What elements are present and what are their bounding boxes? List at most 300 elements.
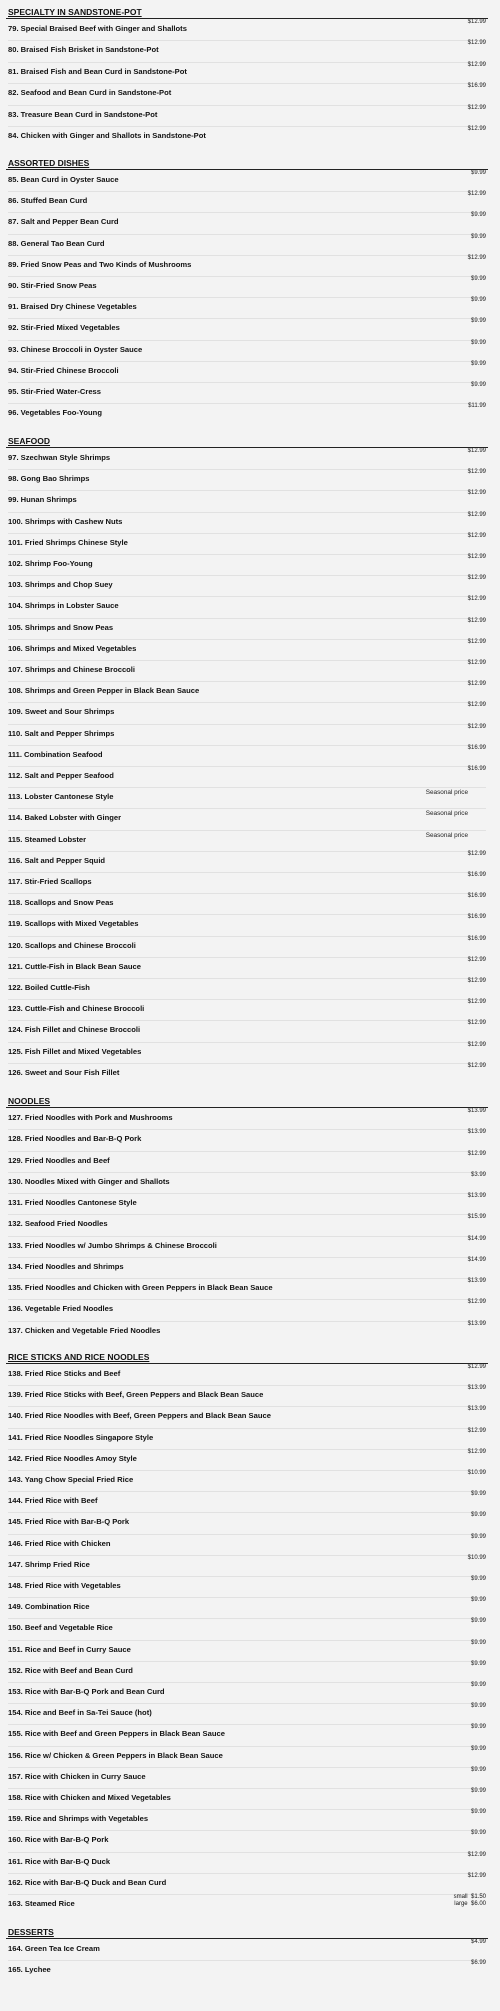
menu-item-name: 153. Rice with Bar-B-Q Pork and Bean Curd [8,1687,165,1696]
menu-item [8,511,486,533]
menu-item-name: 163. Steamed Rice [8,1899,75,1908]
menu-item-name: 139. Fried Rice Sticks with Beef, Green Peppers and Black Bean Sauce [8,1390,264,1400]
section-rule [6,447,488,448]
menu-item-price: $12.99 [467,511,486,518]
item-separator [8,191,486,192]
section-heading: SEAFOOD [8,436,51,446]
menu-item [8,1851,486,1873]
menu-item-price: $12.99 [467,956,486,963]
menu-item-price: $12.99 [467,469,486,476]
item-separator [8,469,486,470]
menu-item-name: 137. Chicken and Vegetable Fried Noodles [8,1325,161,1335]
menu-item [8,403,486,424]
menu-item-price: $12.99 [467,1041,486,1048]
item-separator [8,978,486,979]
menu-item [8,1660,486,1682]
menu-item-name: 135. Fried Noodles and Chicken with Green Peppers in Black Bean Sauce [8,1283,273,1292]
menu-item-name: 89. Fried Snow Peas and Two Kinds of Mushrooms [8,259,192,269]
menu-item-price: $3.99 [470,1171,486,1178]
menu-item [8,1320,486,1342]
menu-item-price: $9.99 [470,1618,486,1625]
item-separator [8,1321,486,1322]
item-separator [8,1555,486,1556]
menu-item-name: 134. Fried Noodles and Shrimps [8,1261,124,1271]
menu-item-price: $9.99 [470,1682,486,1688]
menu-item-price: $12.99 [467,638,486,645]
menu-item-price: $9.99 [470,1597,486,1604]
item-separator [8,1809,486,1810]
menu-item [8,83,486,104]
menu-item-price: $16.99 [467,872,486,878]
menu-item-name: 120. Scallops and Chinese Broccoli [8,940,136,950]
menu-item [8,766,486,787]
menu-item-name: 82. Seafood and Bean Curd in Sandstone-Pot [8,88,172,98]
item-separator [8,618,486,619]
menu-item [8,1724,486,1745]
menu-item-name: 106. Shrimps and Mixed Vegetables [8,643,137,653]
menu-item-name: 97. Szechwan Style Shrimps [8,453,111,462]
item-separator [8,1406,486,1407]
menu-item [8,1960,486,1981]
item-separator [8,1767,486,1768]
menu-item-name: 156. Rice w/ Chicken & Green Peppers in Black Bean Sauce [8,1750,223,1760]
menu-item-name: 147. Shrimp Fried Rice [8,1559,90,1569]
menu-item-name: 83. Treasure Bean Curd in Sandstone-Pot [8,109,158,119]
menu-item [8,935,486,957]
menu-item-name: 94. Stir-Fried Chinese Broccoli [8,365,119,375]
item-separator [8,1703,486,1704]
menu-item-name: 138. Fried Rice Sticks and Beef [8,1369,121,1378]
item-separator [8,914,486,915]
menu-item-price: $12.99 [467,850,486,857]
item-separator [8,1385,486,1386]
menu-item [8,1533,486,1555]
menu-item-name: 116. Salt and Pepper Squid [8,855,106,865]
menu-item [8,1576,486,1597]
item-separator [8,1746,486,1747]
item-separator [8,1640,486,1641]
item-separator [8,745,486,746]
menu-item-price: $16.99 [467,766,486,772]
item-separator [8,1661,486,1662]
menu-item [8,1108,486,1129]
menu-item [8,126,486,147]
item-separator [8,276,486,277]
menu-item-name: 101. Fried Shrimps Chinese Style [8,537,128,547]
item-separator [8,1020,486,1021]
menu-item-name: 102. Shrimp Foo-Young [8,559,93,568]
menu-item [8,956,486,978]
item-separator [8,724,486,725]
menu-item-price: $9.99 [470,1533,486,1540]
menu-item-price: $9.99 [470,1788,486,1794]
item-separator [8,787,486,788]
menu-item-price: $12.99 [467,191,486,198]
menu-item-name: 157. Rice with Chicken in Curry Sauce [8,1771,146,1781]
menu-item-name: 132. Seafood Fried Noodles [8,1219,108,1229]
menu-item [8,681,486,702]
menu-item [8,1062,486,1084]
menu-item [8,789,486,808]
menu-item [8,810,486,829]
menu-item [8,532,486,554]
menu-item [8,1703,486,1724]
menu-item [8,702,486,723]
menu-item-price: $9.99 [470,276,486,282]
section-rule [6,169,488,170]
price-size-label: large [454,1901,468,1908]
menu-item-price: $9.99 [470,1830,486,1837]
menu-item-name: 91. Braised Dry Chinese Vegetables [8,302,137,312]
menu-item-price: $13.99 [467,1406,486,1413]
menu-item-price: $12.99 [467,660,486,666]
menu-item [8,1020,486,1041]
menu-item-name: 103. Shrimps and Chop Suey [8,580,113,590]
item-separator [8,1873,486,1874]
menu-item-name: 93. Chinese Broccoli in Oyster Sauce [8,344,143,354]
menu-item-name: 104. Shrimps in Lobster Sauce [8,601,119,611]
menu-item-name: 109. Sweet and Sour Shrimps [8,707,115,717]
menu-item [8,1406,486,1427]
item-separator [8,936,486,937]
menu-item-price: $12.99 [467,1872,486,1879]
menu-item-name: 105. Shrimps and Snow Peas [8,622,114,632]
menu-item-price: $12.99 [467,19,486,25]
menu-item [8,448,486,469]
menu-item-name: 81. Braised Fish and Bean Curd in Sandstone-Pot [8,66,187,76]
item-separator [8,1491,486,1492]
menu-item [8,1682,486,1703]
menu-item-name: 117. Stir-Fried Scallops [8,877,92,886]
menu-item-price: $9.99 [470,1660,486,1667]
section-rule [6,1363,488,1364]
menu-item-price: $13.99 [467,1385,486,1392]
menu-item-name: 86. Stuffed Bean Curd [8,196,88,206]
menu-item-price: $9.99 [470,1576,486,1582]
section-rule [6,18,488,19]
menu-item [8,723,486,745]
menu-item-price: Seasonal price [425,831,468,839]
menu-item-price: $9.99 [470,1766,486,1773]
menu-item-name: 130. Noodles Mixed with Ginger and Shallots [8,1176,170,1186]
menu-item-price: $14.99 [467,1235,486,1242]
menu-item [8,318,486,339]
menu-item-name: 122. Boiled Cuttle-Fish [8,983,90,992]
menu-item-name: 146. Fried Rice with Chicken [8,1538,111,1548]
item-separator [8,40,486,41]
item-separator [8,1512,486,1513]
menu-item-price: $4.99 [470,1939,486,1945]
menu-item-price: $12.99 [467,1364,486,1370]
menu-item-price: $10.99 [467,1470,486,1476]
menu-item-name: 99. Hunan Shrimps [8,495,77,505]
menu-item-name: 92. Stir-Fried Mixed Vegetables [8,323,120,333]
menu-item-price: $16.99 [467,893,486,900]
menu-item [8,339,486,361]
menu-item-name: 115. Steamed Lobster [8,834,87,844]
menu-item-name: 128. Fried Noodles and Bar-B-Q Pork [8,1134,142,1144]
menu-item-name: 80. Braised Fish Brisket in Sandstone-Pot [8,45,159,55]
menu-item-price: $12.99 [467,999,486,1006]
menu-item [8,1872,486,1894]
item-separator [8,490,486,491]
item-separator [8,234,486,235]
menu-item-name: 96. Vegetables Foo-Young [8,408,102,418]
menu-item-name: 85. Bean Curd in Oyster Sauce [8,175,119,184]
menu-item [8,1171,486,1193]
menu-item [8,1041,486,1063]
menu-item-name: 145. Fried Rice with Bar-B-Q Pork [8,1517,130,1527]
menu-item [8,1278,486,1299]
item-separator [8,1257,486,1258]
menu-item-name: 88. General Tao Bean Curd [8,238,105,248]
menu-item [8,297,486,318]
item-separator [8,1470,486,1471]
item-separator [8,1534,486,1535]
menu-item [8,1639,486,1661]
menu-item-price: $9.99 [470,212,486,219]
menu-item-price: $9.99 [470,1809,486,1816]
menu-item-name: 133. Fried Noodles w/ Jumbo Shrimps & Chinese Broccoli [8,1240,217,1250]
menu-item-name: 79. Special Braised Beef with Ginger and Shallots [8,24,187,33]
menu-item [8,660,486,681]
item-separator [8,1193,486,1194]
menu-item-name: 127. Fried Noodles with Pork and Mushrooms [8,1113,173,1122]
menu-item [8,212,486,233]
menu-item-name: 119. Scallops with Mixed Vegetables [8,919,139,929]
item-separator [8,851,486,852]
menu-item [8,1939,486,1960]
item-separator [8,533,486,534]
menu-item [8,1214,486,1235]
item-separator [8,766,486,767]
item-separator [8,1724,486,1725]
menu-item [8,638,486,660]
menu-item-price: $11.99 [468,403,486,410]
menu-item [8,40,486,61]
item-separator [8,1449,486,1450]
menu-item-price: $9.99 [470,1724,486,1731]
menu-item-name: 161. Rice with Bar-B-Q Duck [8,1856,111,1866]
menu-item [8,1427,486,1449]
menu-item [8,1809,486,1830]
menu-item-name: 111. Combination Seafood [8,749,103,759]
section-heading: ASSORTED DISHES [8,158,90,168]
menu-item [8,490,486,511]
menu-item-name: 136. Vegetable Fried Noodles [8,1304,114,1314]
menu-item [8,1894,486,1915]
menu-item-price: $9.99 [470,339,486,346]
menu-item [8,596,486,617]
menu-item-price: $12.99 [467,254,486,261]
item-separator [8,1236,486,1237]
menu-item-name: 84. Chicken with Ginger and Shallots in Sandstone-Pot [8,131,206,140]
item-separator [8,639,486,640]
menu-item-name: 121. Cuttle-Fish in Black Bean Sauce [8,961,141,971]
menu-item [8,276,486,297]
item-separator [8,297,486,298]
menu-item [8,1512,486,1533]
item-separator [8,1788,486,1789]
menu-item-name: 141. Fried Rice Noodles Singapore Style [8,1432,154,1442]
section-rule [6,1938,488,1939]
menu-item-name: 112. Salt and Pepper Seafood [8,771,114,780]
menu-item [8,575,486,596]
menu-item-name: 113. Lobster Cantonese Style [8,792,114,802]
menu-item-price: $16.99 [467,744,486,751]
menu-item [8,1830,486,1851]
menu-item [8,360,486,382]
menu-item-price: $12.99 [467,1851,486,1858]
menu-item-price: $13.99 [467,1108,486,1114]
menu-item-name: 131. Fried Noodles Cantonese Style [8,1198,137,1207]
menu-item-price: $9.99 [470,170,486,176]
menu-item-price: $12.99 [467,723,486,730]
item-separator [8,893,486,894]
menu-item [8,554,486,575]
menu-item [8,617,486,639]
item-separator [8,808,486,809]
menu-item-name: 162. Rice with Bar-B-Q Duck and Bean Curd [8,1877,167,1887]
menu-item-price: $13.99 [467,1278,486,1284]
menu-item [8,1470,486,1491]
item-separator [8,340,486,341]
menu-item-name: 165. Lychee [8,1965,51,1975]
menu-item-price: $9.99 [470,382,486,388]
menu-item [8,1193,486,1214]
menu-item [8,1299,486,1320]
menu-item-price: $12.99 [467,681,486,688]
menu-item [8,61,486,83]
menu-item [8,19,486,40]
menu-item-price: $16.99 [467,914,486,921]
menu-item [8,254,486,276]
menu-item [8,104,486,126]
menu-item-price: $12.99 [467,490,486,497]
menu-item [8,1554,486,1576]
menu-item [8,1256,486,1278]
menu-item [8,1364,486,1385]
item-separator [8,1894,486,1895]
item-separator [8,361,486,362]
menu-item-price: Seasonal price [425,810,468,818]
menu-item-price: $12.99 [467,1299,486,1306]
item-separator [8,1576,486,1577]
item-separator [8,83,486,84]
item-separator [8,1129,486,1130]
menu-item-price-options [454,1894,486,1908]
menu-item-price: $1.50 [470,1894,486,1900]
menu-item [8,999,486,1020]
item-separator [8,999,486,1000]
menu-item-price: $12.99 [467,575,486,582]
menu-item-price: $12.99 [467,448,486,454]
item-separator [8,1852,486,1853]
menu-item-name: 159. Rice and Shrimps with Vegetables [8,1814,149,1824]
menu-item-name: 125. Fish Fillet and Mixed Vegetables [8,1046,142,1056]
menu-item [8,978,486,999]
menu-item-price: $9.99 [470,318,486,325]
menu-item [8,893,486,914]
menu-item-price: $12.99 [467,1448,486,1455]
menu-item-price: $12.99 [467,1062,486,1069]
item-separator [8,212,486,213]
item-separator [8,126,486,127]
menu-item-price: $12.99 [467,1150,486,1157]
menu-item [8,1745,486,1767]
menu-item-price: $9.99 [470,233,486,240]
menu-item-price: $14.99 [467,1256,486,1263]
menu-item-price: $6.00 [470,1901,486,1908]
menu-item [8,1385,486,1406]
section-heading: SPECIALTY IN SANDSTONE-POT [8,7,142,17]
menu-item-price: $12.99 [467,1020,486,1027]
menu-item-name: 118. Scallops and Snow Peas [8,898,114,908]
menu-item-price: $12.99 [467,1427,486,1434]
item-separator [8,830,486,831]
menu-item-name: 95. Stir-Fried Water-Cress [8,387,101,396]
item-separator [8,1172,486,1173]
menu-item [8,382,486,403]
menu-item [8,850,486,872]
menu-item-name: 148. Fried Rice with Vegetables [8,1581,121,1590]
menu-item-name: 100. Shrimps with Cashew Nuts [8,516,123,526]
item-separator [8,62,486,63]
menu-item-name: 158. Rice with Chicken and Mixed Vegetables [8,1793,171,1802]
item-separator [8,575,486,576]
menu-item-price: $6.99 [470,1960,486,1967]
item-separator [8,382,486,383]
item-separator [8,403,486,404]
item-separator [8,1042,486,1043]
menu-item-name: 155. Rice with Beef and Green Peppers in Black Bean Sauce [8,1729,225,1739]
menu-item-price: $9.99 [470,297,486,304]
item-separator [8,318,486,319]
menu-item [8,1766,486,1788]
menu-item-name: 151. Rice and Beef in Curry Sauce [8,1644,131,1654]
menu-item-name: 87. Salt and Pepper Bean Curd [8,217,119,227]
item-separator [8,957,486,958]
menu-item-name: 126. Sweet and Sour Fish Fillet [8,1067,120,1077]
item-separator [8,1960,486,1961]
menu-item-price: $16.99 [467,83,486,90]
item-separator [8,512,486,513]
item-separator [8,596,486,597]
menu-item-price: $12.99 [467,617,486,624]
menu-item-price: $12.99 [467,702,486,709]
item-separator [8,1278,486,1279]
menu-item-price: $13.99 [467,1320,486,1327]
menu-item [8,191,486,212]
price-size-label: small [453,1894,468,1900]
menu-item-name: 114. Baked Lobster with Ginger [8,813,122,823]
menu-item [8,914,486,935]
menu-item-price: $12.99 [467,596,486,603]
item-separator [8,681,486,682]
item-separator [8,554,486,555]
menu-item [8,233,486,255]
menu-item-name: 110. Salt and Pepper Shrimps [8,728,115,738]
menu-item-price: $9.99 [470,1512,486,1519]
menu-item-price: $12.99 [467,978,486,984]
item-separator [8,660,486,661]
item-separator [8,105,486,106]
menu-item-price: $13.99 [467,1193,486,1199]
item-separator [8,1618,486,1619]
item-separator [8,1151,486,1152]
menu-item [8,1150,486,1172]
section-heading: DESSERTS [8,1927,54,1937]
